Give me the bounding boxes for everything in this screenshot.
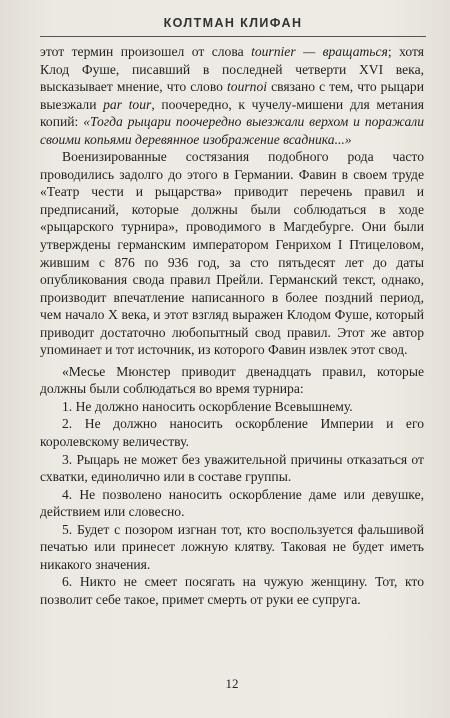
running-head — [40, 10, 426, 37]
text-run: , поочередно, к чучелу-мишени для метания копий: — [40, 96, 424, 130]
italic-text: tournier — вращаться — [251, 44, 388, 59]
text-run: 5. Будет с позором изгнан тот, кто воспользуется фальшивой печатью или принесет ложную клятву. Таковая не будет иметь никакого значения. — [40, 521, 424, 572]
text-run: Военизированные состязания подобного рода часто проводились задолго до этого в Германии. Фавин в своем труде «Театр чести и рыцарства» приводит перечень правил и предписаний, которые должны были соблюдаться в ходе «рыцарского турнира», проводимого в Магдебурге. Они были утверждены германским императором Генрихом I Птицеловом, жившим с 876 по 936 год, за сто пятьдесят лет до даты опубликования свода правил Прейли. Германский текст, однако, производит впечатление написанного в более поздний период, чем начало X века, и этот взгляд выражен Клодом Фуше, который приводит достаточно любопытный свод правил. Этот же автор упоминает и тот источник, из которого Фавин извлек этот свод. — [40, 149, 424, 358]
text-run: 4. Не позволено наносить оскорбление даме или девушке, действием или словесно. — [40, 486, 424, 520]
paragraph — [40, 486, 424, 521]
paragraph — [40, 573, 424, 608]
italic-text: «Тогда рыцари поочередно выезжали верхом и поражали своими копьями деревянное изображение всадника...» — [40, 114, 424, 147]
text-run: 1. Не должно наносить оскорбление Всевышнему. — [62, 398, 353, 414]
page-number: 12 — [225, 676, 239, 691]
text-run: 2. Не должно наносить оскорбление Империи и его королевскому величеству. — [40, 416, 424, 450]
paragraph — [40, 148, 424, 359]
italic-text: par tour — [103, 96, 152, 112]
paragraph — [40, 398, 424, 416]
paragraph — [40, 521, 424, 574]
text-run: 3. Рыцарь не может без уважительной причины отказаться от схватки, единолично или в составе группы. — [40, 451, 424, 485]
text-run: «Месье Мюнстер приводит двенадцать правил, которые должны были соблюдаться во время турнира: — [40, 363, 424, 397]
paragraph — [40, 43, 424, 148]
page-body — [40, 43, 424, 609]
paragraph — [40, 415, 424, 450]
text-run: этот термин произошел от слова — [40, 44, 252, 59]
text-run: 6. Никто не смеет посягать на чужую женщину. Тот, кто позволит себе такое, примет смерть от руки ее супруга. — [40, 574, 424, 607]
paragraph — [40, 363, 424, 398]
paragraph — [40, 451, 424, 486]
text-run: ; хотя Клод Фуше, писавший в последней четверти XVI века, высказывает мнение, что слово — [40, 44, 424, 95]
text-run: связано с тем, что рыцари выезжали — [40, 79, 424, 112]
italic-text: tournoi — [227, 79, 268, 95]
running-head-title: КОЛТМАН КЛИФАН — [163, 16, 303, 30]
